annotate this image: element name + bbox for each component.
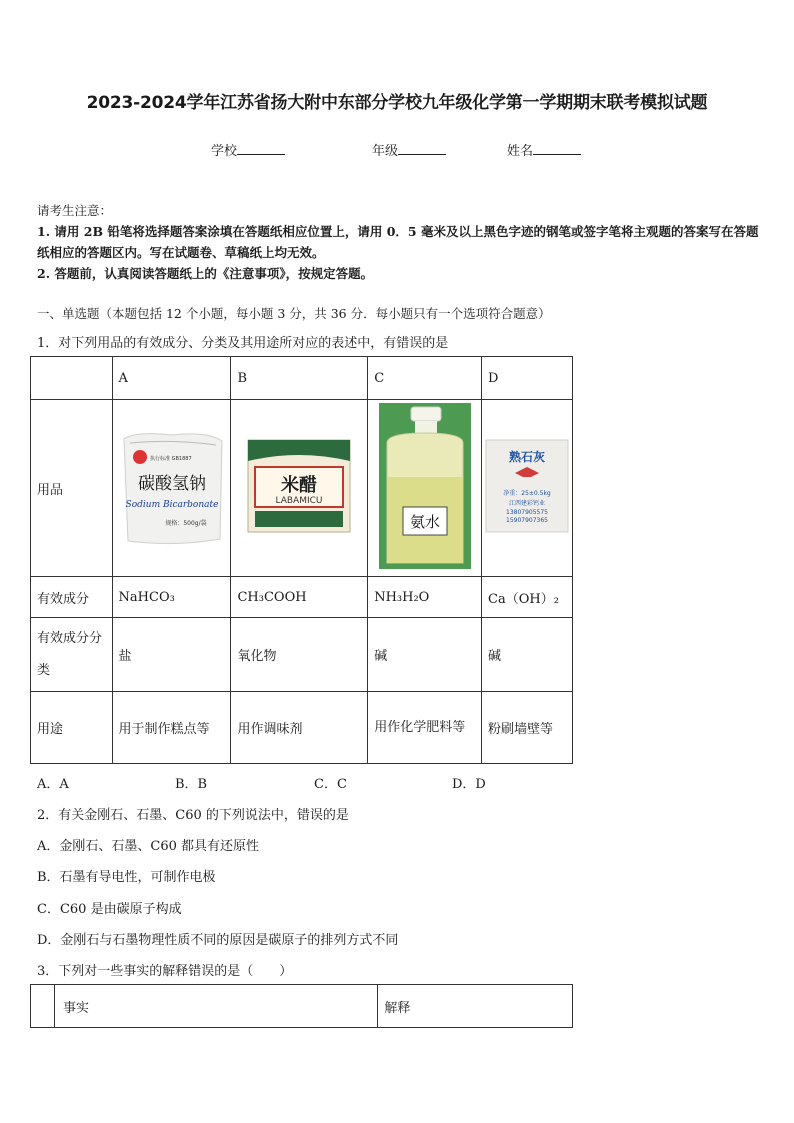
q2-option-c[interactable]: C．C60 是由碳原子构成 (37, 902, 182, 917)
component-a: NaHCO₃ (112, 577, 231, 618)
q3-header-explanation: 解释 (378, 985, 573, 1028)
q1-stem: 1．对下列用品的有效成分、分类及其用途所对应的表述中，有错误的是 (37, 336, 449, 351)
q3-stem: 3．下列对一些事实的解释错误的是（ ） (37, 964, 293, 979)
use-d: 粉刷墙壁等 (482, 692, 573, 764)
component-b: CH₃COOH (231, 577, 368, 618)
item-image-b (231, 400, 368, 577)
q1-option-b[interactable]: B．B (175, 777, 208, 792)
q2-option-d[interactable]: D．金刚石与石墨物理性质不同的原因是碳原子的排列方式不同 (37, 933, 399, 948)
q1-option-a[interactable]: A．A (37, 777, 69, 792)
grade-blank[interactable] (398, 142, 446, 155)
class-b: 氧化物 (231, 618, 368, 692)
lime-phone-1: 13807905575 (506, 509, 548, 516)
school-field (211, 140, 285, 159)
table-header-c: C (368, 357, 482, 400)
component-c: NH₃H₂O (368, 577, 482, 618)
vinegar-label: 米醋 (281, 475, 318, 496)
item-image-a (112, 400, 231, 577)
q1-table (30, 356, 573, 764)
row-label-item: 用品 (31, 400, 113, 577)
table-cell (31, 357, 113, 400)
rice-vinegar-label-image (247, 439, 351, 533)
table-row (31, 692, 573, 764)
table-header-a: A (112, 357, 231, 400)
table-row (31, 357, 573, 400)
page-title: 2023-2024学年江苏省扬大附中东部分学校九年级化学第一学期期末联考模拟试题 (86, 93, 708, 113)
lime-maker: 江西建彩钙业 (508, 500, 546, 507)
q2-option-b[interactable]: B．石墨有导电性，可制作电极 (37, 870, 216, 885)
table-header-b: B (231, 357, 368, 400)
section-heading: 一、单选题（本题包括 12 个小题，每小题 3 分，共 36 分．每小题只有一个选项符合题意） (37, 306, 551, 321)
q2-option-a[interactable]: A．金刚石、石墨、C60 都具有还原性 (37, 839, 260, 854)
q1-option-c[interactable]: C．C (314, 777, 347, 792)
grade-field (372, 140, 446, 159)
vinegar-english: LABAMICU (275, 496, 323, 506)
name-field (507, 140, 581, 159)
q1-option-d[interactable]: D．D (452, 777, 486, 792)
notice-item-1: 1. 请用 2B 铅笔将选择题答案涂填在答题纸相应位置上，请用 0．5 毫米及以上黑色字迹的钢笔或签字笔将主观题的答案写在答题纸相应的答题区内。写在试题卷、草稿纸上均无效。 (37, 224, 759, 260)
bag-a-spec: 规格：500g/袋 (164, 520, 207, 527)
row-label-class: 有效成分分类 (31, 618, 113, 692)
school-blank[interactable] (237, 142, 285, 155)
use-b: 用作调味剂 (231, 692, 368, 764)
table-row (31, 985, 573, 1028)
name-label: 姓名 (507, 144, 534, 159)
svg-text:执行标准 GB1887: 执行标准 GB1887 (149, 456, 192, 462)
lime-net-weight: 净重：25±0.5kg (503, 490, 551, 497)
table-row (31, 577, 573, 618)
school-label: 学校 (211, 144, 238, 159)
use-a: 用于制作糕点等 (112, 692, 231, 764)
ammonia-bottle-image (379, 403, 471, 569)
ammonia-label: 氨水 (409, 513, 440, 531)
use-c: 用作化学肥料等 (368, 692, 482, 764)
notice-item-2: 2. 答题前，认真阅读答题纸上的《注意事项》，按规定答题。 (37, 266, 374, 281)
lime-label: 熟石灰 (508, 450, 546, 464)
sodium-bicarbonate-bag-image (116, 421, 228, 551)
grade-label: 年级 (372, 144, 399, 159)
q3-table (30, 984, 573, 1028)
table-cell (31, 985, 55, 1028)
table-row (31, 400, 573, 577)
name-blank[interactable] (533, 142, 581, 155)
item-image-c (368, 400, 482, 577)
row-label-use: 用途 (31, 692, 113, 764)
bag-a-english: Sodium Bicarbonate (125, 500, 218, 510)
row-label-component: 有效成分 (31, 577, 113, 618)
q2-stem: 2．有关金刚石、石墨、C60 的下列说法中，错误的是 (37, 808, 349, 823)
table-header-d: D (482, 357, 573, 400)
table-row (31, 618, 573, 692)
class-d: 碱 (482, 618, 573, 692)
class-a: 盐 (112, 618, 231, 692)
q1-options (37, 773, 577, 793)
component-d: Ca（OH）₂ (482, 577, 573, 618)
lime-phone-2: 15907907365 (506, 517, 548, 524)
slaked-lime-bag-image (485, 439, 569, 533)
bag-a-label: 碳酸氢钠 (137, 474, 206, 494)
notice-block (37, 200, 759, 284)
q3-header-fact: 事实 (54, 985, 377, 1028)
class-c: 碱 (368, 618, 482, 692)
notice-heading: 请考生注意： (37, 203, 113, 218)
item-image-d (482, 400, 573, 577)
